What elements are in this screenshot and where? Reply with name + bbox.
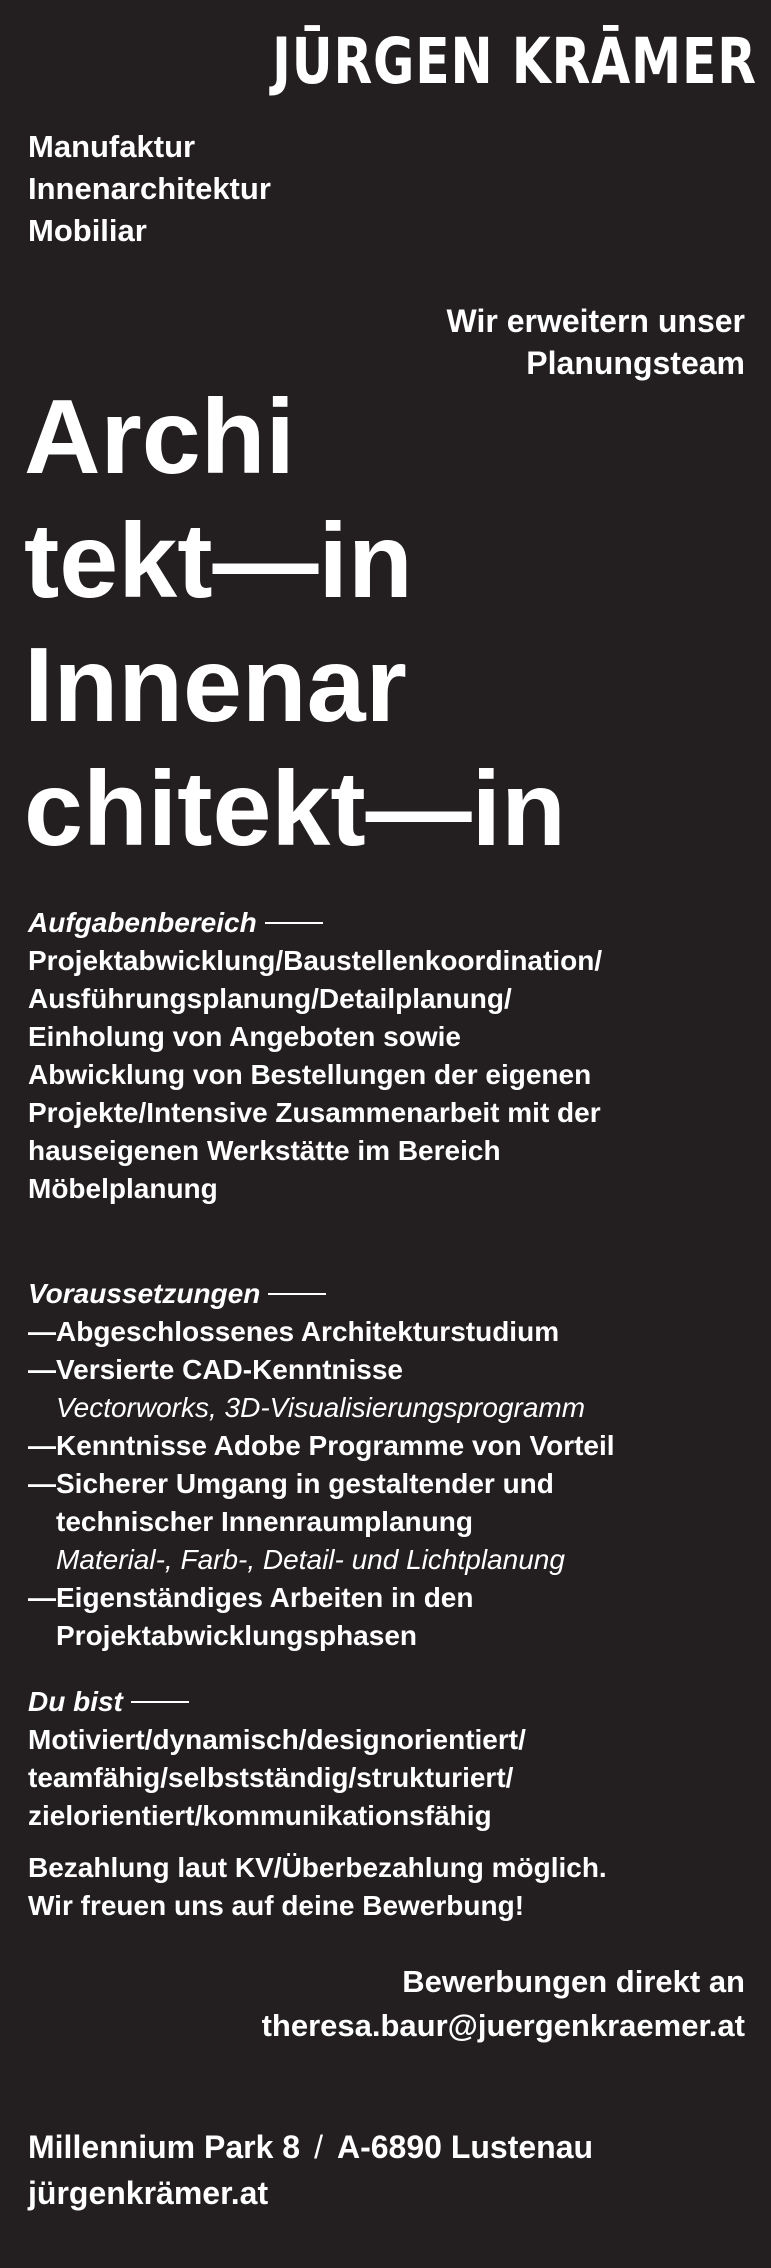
dash-bullet: — (28, 1354, 56, 1385)
address-city: A-6890 Lustenau (336, 2129, 594, 2165)
body-line: Projekte/Intensive Zusammenarbeit mit der (28, 1097, 601, 1128)
application-contact (262, 1960, 745, 2048)
title-rule (131, 1701, 189, 1703)
address-separator: / (314, 2129, 323, 2165)
requirement-item (28, 1313, 751, 1351)
dash-bullet: — (28, 1430, 56, 1461)
website-link[interactable]: jürgenkrämer.at (28, 2175, 269, 2211)
requirement-item (28, 1427, 751, 1465)
body-line: teamfähig/selbstständig/strukturiert/ (28, 1762, 514, 1793)
section-body (28, 1721, 751, 1835)
section-payment (28, 1849, 751, 1925)
dash-bullet: — (28, 1582, 56, 1613)
headline-line: tekt—in (24, 502, 413, 620)
section-title (28, 1683, 751, 1721)
section-title-text: Voraussetzungen (28, 1278, 261, 1309)
address-street: Millennium Park 8 (28, 2129, 301, 2165)
tagline-line: Mobiliar (28, 213, 147, 248)
intro-line: Wir erweitern unser (446, 303, 745, 339)
intro-text (447, 300, 745, 384)
apply-line: Bewerbungen direkt an (402, 1964, 745, 1999)
requirement-line: Eigenständiges Arbeiten in den (56, 1582, 474, 1613)
requirement-line: Projektabwicklungsphasen (56, 1620, 417, 1651)
title-rule (265, 922, 323, 924)
body-line: Motiviert/dynamisch/designorientiert/ (28, 1724, 526, 1755)
headline-line: chitekt—in (24, 750, 566, 868)
tagline (28, 126, 271, 252)
section-du-bist (28, 1683, 751, 1835)
requirement-line: Abgeschlossenes Architekturstudium (56, 1316, 560, 1347)
address-line (28, 2124, 593, 2170)
body-line: Möbelplanung (28, 1173, 218, 1204)
section-voraussetzungen (28, 1275, 751, 1655)
body-line: hauseigenen Werkstätte im Bereich (28, 1135, 501, 1166)
section-body (28, 942, 751, 1208)
headline-line: Innenar (24, 626, 407, 744)
requirement-item (28, 1465, 751, 1579)
requirement-line: Sicherer Umgang in gestaltender und (56, 1468, 554, 1499)
dash-bullet: — (28, 1468, 56, 1499)
requirement-detail: Material-, Farb-, Detail- und Lichtplanung (56, 1544, 565, 1575)
requirement-detail: Vectorworks, 3D-Visualisierungsprogramm (56, 1392, 586, 1423)
requirement-item (28, 1579, 751, 1655)
company-logo: JŪRGEN KRĀMER (272, 25, 757, 98)
job-title-headline (24, 375, 566, 871)
footer-address (28, 2124, 593, 2216)
section-title-text: Aufgabenbereich (28, 907, 257, 938)
section-title (28, 904, 751, 942)
section-title-text: Du bist (28, 1686, 123, 1717)
body-line: Einholung von Angeboten sowie (28, 1021, 461, 1052)
tagline-line: Manufaktur (28, 129, 196, 164)
title-rule (268, 1293, 326, 1295)
body-line: Projektabwicklung/Baustellenkoordination/ (28, 945, 603, 976)
intro-line: Planungsteam (526, 345, 745, 381)
tagline-line: Innenarchitektur (28, 171, 271, 206)
headline-line: Archi (24, 378, 295, 496)
requirement-line: technischer Innenraumplanung (56, 1506, 473, 1537)
dash-bullet: — (28, 1316, 56, 1347)
section-body (28, 1849, 751, 1925)
section-aufgabenbereich (28, 904, 751, 1208)
body-line: Ausführungsplanung/Detailplanung/ (28, 983, 512, 1014)
requirement-line: Kenntnisse Adobe Programme von Vorteil (56, 1430, 615, 1461)
apply-email[interactable]: theresa.baur@juergenkraemer.at (261, 2008, 745, 2043)
requirement-item (28, 1351, 751, 1427)
requirement-line: Versierte CAD-Kenntnisse (56, 1354, 404, 1385)
body-line: zielorientiert/kommunikationsfähig (28, 1800, 492, 1831)
section-title (28, 1275, 751, 1313)
body-line: Wir freuen uns auf deine Bewerbung! (28, 1890, 525, 1921)
body-line: Bezahlung laut KV/Überbezahlung möglich. (28, 1852, 607, 1883)
body-line: Abwicklung von Bestellungen der eigenen (28, 1059, 592, 1090)
